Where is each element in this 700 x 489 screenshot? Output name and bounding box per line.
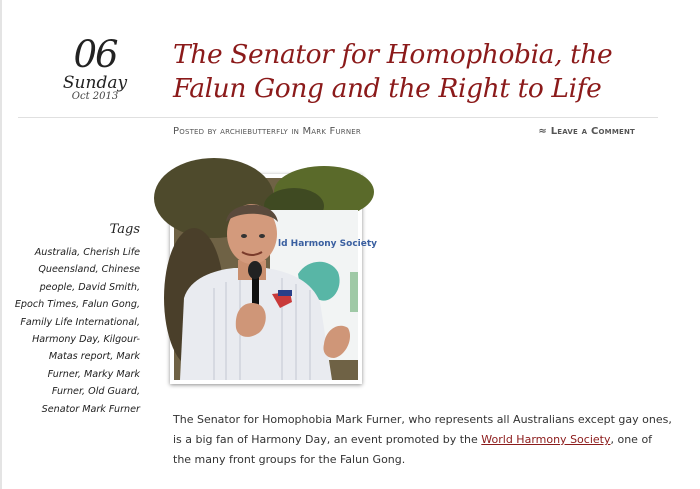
tags-heading: Tags: [109, 222, 140, 237]
tags-list: [14, 244, 140, 418]
body-text-after: , one of the many front groups for the Falun Gong.: [173, 433, 653, 466]
author-link[interactable]: archiebutterfly: [220, 126, 288, 137]
tag-link[interactable]: Australia: [34, 247, 78, 258]
date-weekday: Sunday: [62, 73, 128, 93]
tag-link[interactable]: Family Life International: [20, 316, 137, 328]
tag-link[interactable]: Kilgour-Matas report: [48, 334, 140, 363]
post-photo[interactable]: [170, 174, 378, 384]
tag-separator: ,: [97, 334, 104, 346]
tag-link[interactable]: David Smith: [78, 281, 137, 293]
tag-link[interactable]: Chinese people: [39, 264, 140, 293]
tag-separator: ,: [77, 368, 84, 380]
in-label: in: [291, 126, 300, 137]
tag-separator: ,: [136, 299, 140, 311]
date-month-year: Oct 2013: [71, 91, 119, 102]
tag-link[interactable]: Old Guard: [88, 386, 137, 398]
post-title[interactable]: The Senator for Homophobia, the Falun Gong and the Right to Life: [173, 39, 613, 104]
world-harmony-society-link[interactable]: World Harmony Society: [481, 433, 611, 446]
tag-separator: ,: [72, 281, 79, 293]
tag-link[interactable]: Cherish Life Queensland: [38, 247, 140, 276]
post-meta: [173, 126, 635, 140]
tag-link[interactable]: Marky Mark Furner: [51, 368, 140, 398]
body-text-before: The Senator for Homophobia Mark Furner, who represents all Australians except gay ones, is a big fan of Harmony Day, an event promoted by the: [173, 413, 672, 446]
category-link[interactable]: Mark Furner: [302, 126, 361, 137]
tag-separator: ,: [136, 281, 140, 293]
tag-separator: ,: [76, 299, 83, 311]
post-body: [173, 410, 673, 470]
leave-comment-link[interactable]: Leave a Comment: [550, 126, 635, 137]
tag-link[interactable]: Harmony Day: [32, 334, 98, 346]
tag-separator: ,: [136, 316, 140, 328]
tag-link[interactable]: Mark Furner: [47, 351, 140, 380]
header-divider: [18, 117, 658, 118]
posted-by-label: Posted by: [173, 126, 217, 137]
left-border: [0, 0, 2, 489]
tag-separator: ,: [77, 247, 84, 258]
tag-separator: ,: [82, 386, 89, 398]
tag-separator: ,: [95, 264, 102, 276]
comment-area: [538, 126, 635, 137]
post-date: [40, 33, 150, 103]
tag-separator: ,: [136, 386, 140, 398]
banner-text: ld Harmony Society: [278, 239, 378, 249]
tag-link[interactable]: Falun Gong: [82, 299, 137, 311]
tag-link[interactable]: Senator Mark Furner: [41, 403, 140, 415]
post-byline: [173, 126, 361, 137]
date-day: 06: [73, 33, 117, 76]
tag-separator: ,: [110, 351, 117, 363]
tag-link[interactable]: Epoch Times: [14, 299, 77, 311]
comment-icon: ≈: [538, 126, 547, 137]
